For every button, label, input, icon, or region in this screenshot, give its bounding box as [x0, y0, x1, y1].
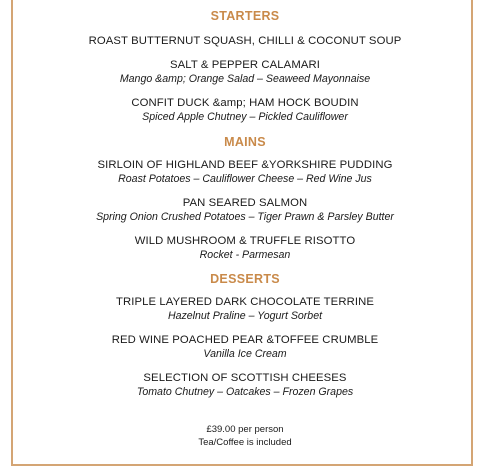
- dish-name: PAN SEARED SALMON: [182, 197, 308, 209]
- dish-name: SIRLOIN OF HIGHLAND BEEF &YORKSHIRE PUDDING: [97, 159, 393, 171]
- dish-description: Vanilla Ice Cream: [203, 348, 287, 360]
- dish-description: Roast Potatoes – Cauliflower Cheese – Red Wine Jus: [118, 173, 372, 185]
- dish-description: Spring Onion Crushed Potatoes – Tiger Prawn & Parsley Butter: [96, 211, 394, 223]
- dish-name: CONFIT DUCK &amp; HAM HOCK BOUDIN: [131, 97, 359, 109]
- dish-description: Tomato Chutney – Oatcakes – Frozen Grapes: [136, 386, 354, 398]
- dish-name: TRIPLE LAYERED DARK CHOCOLATE TERRINE: [116, 296, 374, 308]
- dish-name: SELECTION OF SCOTTISH CHEESES: [143, 372, 347, 384]
- section-heading-desserts: DESSERTS: [210, 272, 280, 286]
- section-heading-mains: MAINS: [224, 135, 266, 149]
- dish-name: WILD MUSHROOM & TRUFFLE RISOTTO: [134, 235, 356, 247]
- dish-description: Spiced Apple Chutney – Pickled Cauliflower: [142, 111, 348, 123]
- dish-name: ROAST BUTTERNUT SQUASH, CHILLI & COCONUT SOUP: [88, 35, 402, 47]
- dish-name: SALT & PEPPER CALAMARI: [170, 59, 320, 71]
- price: £39.00 per person: [206, 424, 284, 435]
- beverage-note: Tea/Coffee is included: [198, 437, 292, 448]
- dish-name: RED WINE POACHED PEAR &TOFFEE CRUMBLE: [111, 334, 379, 346]
- dish-description: Rocket - Parmesan: [199, 249, 291, 261]
- dish-description: Mango &amp; Orange Salad – Seaweed Mayonnaise: [119, 73, 371, 85]
- dish-description: Hazelnut Praline – Yogurt Sorbet: [167, 310, 323, 322]
- section-heading-starters: STARTERS: [210, 9, 280, 23]
